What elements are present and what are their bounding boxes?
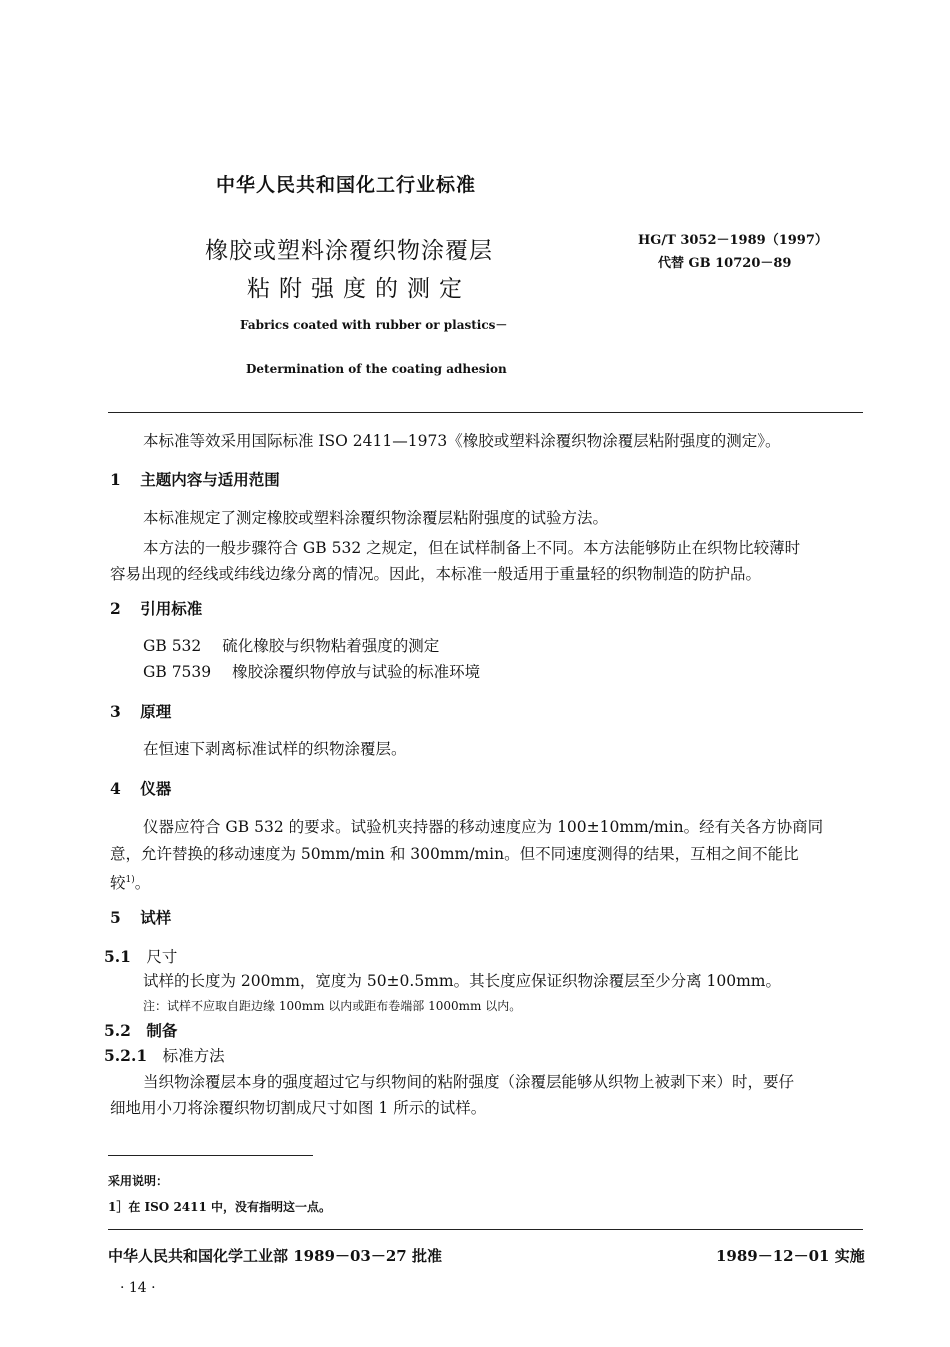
section-3-paragraph: 在恒速下剥离标准试样的织物涂覆层。: [143, 740, 407, 758]
section-number: 2: [110, 599, 121, 618]
section-1-paragraph-1: 本标准规定了测定橡胶或塑料涂覆织物涂覆层粘附强度的试验方法。: [143, 509, 609, 527]
footer-divider: [108, 1229, 863, 1230]
reference-title: 橡胶涂覆织物停放与试验的标准环境: [232, 663, 481, 681]
subsection-title: 标准方法: [162, 1047, 225, 1065]
subsection-5-1-heading: [104, 945, 177, 967]
section-2-heading: [110, 597, 202, 619]
footnote-mark: 1): [125, 875, 135, 885]
section-number: 1: [110, 470, 121, 489]
section-4-line3-end: 。: [134, 874, 151, 893]
section-title: 主题内容与适用范围: [140, 470, 280, 489]
subsection-5-2-1-heading: [104, 1044, 225, 1066]
section-4-line3: [110, 868, 150, 895]
reference-1: [143, 634, 439, 658]
section-4-line2: 意，允许替换的移动速度为 50mm/min 和 300mm/min。但不同速度测得的结果，互相之间不能比: [110, 845, 799, 863]
subsection-title: 尺寸: [146, 948, 178, 966]
section-title: 引用标准: [140, 599, 203, 618]
standard-code: HG/T 3052－1989（1997）: [638, 233, 828, 248]
subsection-number: 5.2.1: [104, 1046, 148, 1065]
footnote-divider: [108, 1155, 313, 1156]
footnote-title: 采用说明：: [108, 1174, 169, 1188]
subsection-title: 制备: [146, 1021, 178, 1040]
reference-title: 硫化橡胶与织物粘着强度的测定: [222, 637, 440, 655]
implementation-date: 1989－12－01 实施: [716, 1247, 865, 1265]
issuing-authority: 中华人民共和国化工行业标准: [216, 174, 477, 196]
english-title-line2: Determination of the coating adhesion: [246, 362, 507, 376]
section-1-paragraph-2-line2: 容易出现的经线或纬线边缘分离的情况。因此，本标准一般适用于重量轻的织物制造的防护品。: [110, 565, 762, 583]
replaces-standard: 代替 GB 10720－89: [658, 256, 792, 271]
subsection-5-2-heading: [104, 1019, 177, 1041]
subsection-5-1-text: 试样的长度为 200mm，宽度为 50±0.5mm。其长度应保证织物涂覆层至少分离 100mm。: [143, 972, 781, 990]
english-title-line1: Fabrics coated with rubber or plastics－: [240, 318, 508, 332]
section-title: 试样: [140, 908, 172, 927]
section-1-paragraph-2-line1: 本方法的一般步骤符合 GB 532 之规定，但在试样制备上不同。本方法能够防止在织物比较薄时: [143, 539, 801, 557]
section-1-heading: [110, 468, 280, 490]
section-3-heading: [110, 700, 171, 722]
section-5-heading: [110, 906, 171, 928]
intro-paragraph: 本标准等效采用国际标准 ISO 2411—1973《橡胶或塑料涂覆织物涂覆层粘附强度的测定》。: [143, 432, 781, 450]
reference-code: GB 7539: [143, 663, 212, 681]
section-4-line1: 仪器应符合 GB 532 的要求。试验机夹持器的移动速度应为 100±10mm/min。经有关各方协商同: [143, 818, 824, 836]
section-number: 5: [110, 908, 121, 927]
page-number: · 14 ·: [120, 1280, 156, 1296]
section-number: 3: [110, 702, 121, 721]
reference-2: [143, 660, 480, 684]
subsection-5-1-note: 注：试样不应取自距边缘 100mm 以内或距布卷端部 1000mm 以内。: [143, 999, 522, 1013]
section-title: 原理: [140, 702, 172, 721]
section-4-line3-text: 较: [110, 874, 126, 893]
subsection-5-2-1-line2: 细地用小刀将涂覆织物切割成尺寸如图 1 所示的试样。: [110, 1099, 487, 1117]
document-title-line1: 橡胶或塑料涂覆织物涂覆层: [205, 238, 493, 264]
reference-code: GB 532: [143, 637, 202, 655]
section-4-heading: [110, 777, 171, 799]
section-title: 仪器: [140, 779, 172, 798]
section-number: 4: [110, 779, 121, 798]
document-title-line2: 粘附强度的测定: [247, 276, 471, 302]
approval-line: 中华人民共和国化学工业部 1989－03－27 批准: [108, 1247, 442, 1265]
footnote-1: 1］在 ISO 2411 中，没有指明这一点。: [108, 1200, 332, 1214]
subsection-5-2-1-line1: 当织物涂覆层本身的强度超过它与织物间的粘附强度（涂覆层能够从织物上被剥下来）时，要仔: [143, 1073, 795, 1091]
subsection-number: 5.2: [104, 1021, 131, 1040]
header-divider: [108, 412, 863, 413]
subsection-number: 5.1: [104, 947, 131, 966]
